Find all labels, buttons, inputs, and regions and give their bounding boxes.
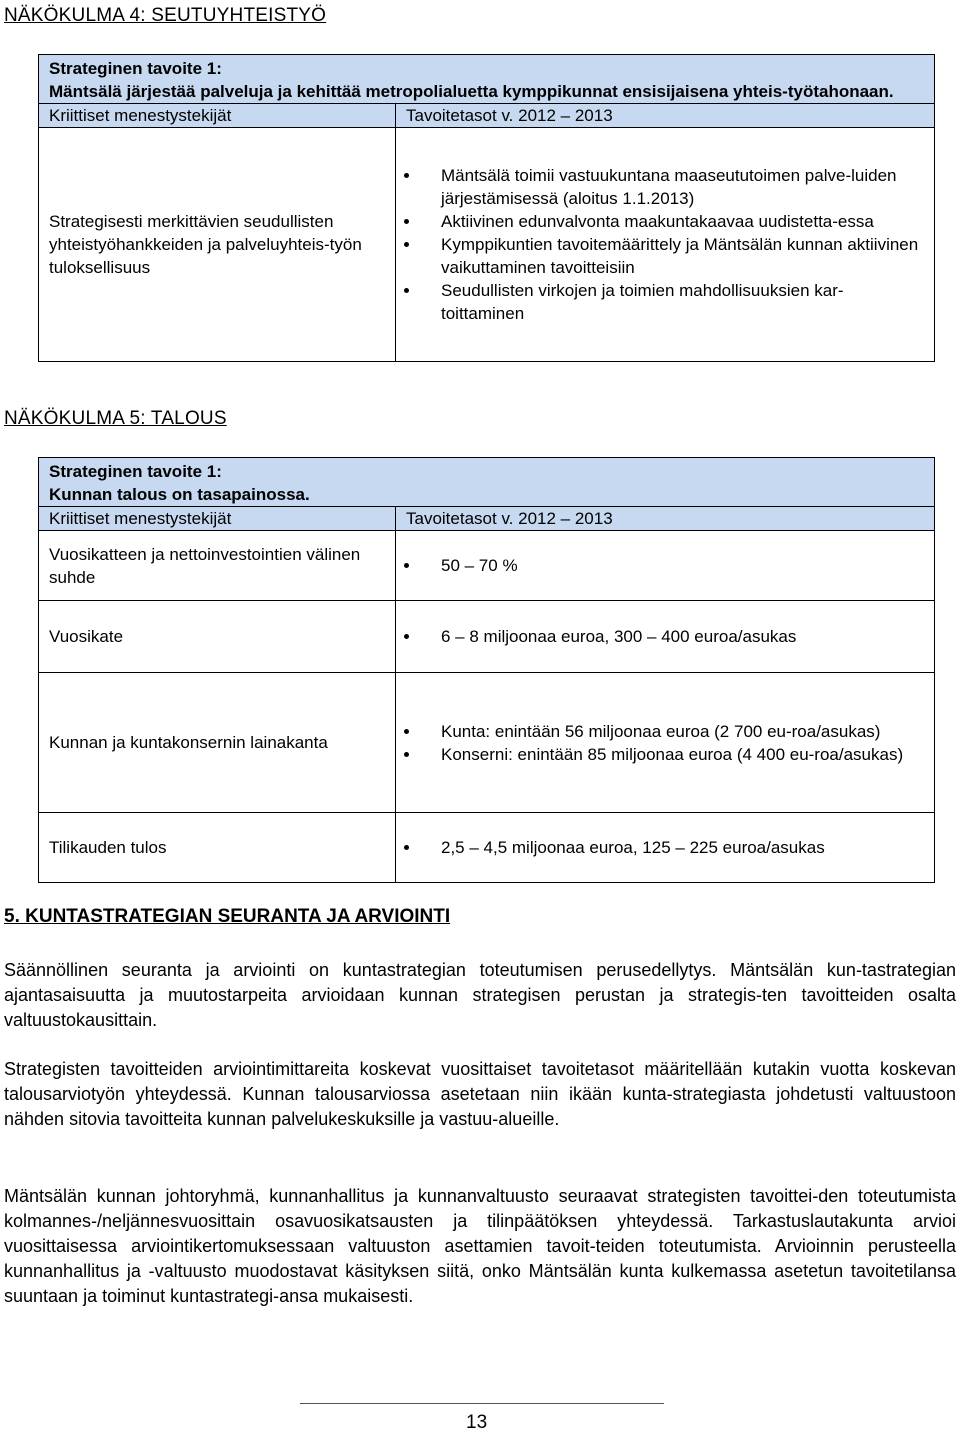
paragraph: Mäntsälän kunnan johtoryhmä, kunnanhallitus ja kunnanvaltuusto seuraavat strategisten tavoittei-den toteutumista kolmannes-/neljännesvuosittain osavuosikatsausten ja tilinpäätöksen yhteydessä. Tarkastuslautakunta arvioi vuosittaisessa arviointikertomuksessaan valtuuston asettamien tavoit-teiden toteutumista. Arvioinnin perusteella kunnanhallitus ja -valtuusto muodostavat käsityksen siitä, onko Mäntsälän kunta kulkemassa asetetun tavoitetilansa suuntaan ja toiminut kuntastrategi-ansa mukaisesti. xyxy=(4,1186,956,1306)
list-item: Mäntsälä toimii vastuukuntana maaseututoimen palve-luiden järjestämisessä (aloitus 1.1.2013) xyxy=(441,164,924,210)
list-item: Aktiivinen edunvalvonta maakuntakaavaa uudistetta-essa xyxy=(441,210,924,233)
factor-cell: Strategisesti merkittävien seudullisten yhteistyöhankkeiden ja palveluyhteis-työn tuloksellisuus xyxy=(39,128,396,362)
factor-cell: Vuosikatteen ja nettoinvestointien välinen suhde xyxy=(39,531,396,601)
section-5-heading: NÄKÖKULMA 5: TALOUS xyxy=(4,408,227,429)
factor-cell: Tilikauden tulos xyxy=(39,813,396,883)
list-item: 50 – 70 % xyxy=(441,554,924,577)
goal-title: Strateginen tavoite 1: xyxy=(49,59,222,78)
column-header-factors: Kriittiset menestystekijät xyxy=(39,507,396,531)
chapter-title: 5. KUNTASTRATEGIAN SEURANTA JA ARVIOINTI xyxy=(4,906,451,927)
column-header-targets: Tavoitetasot v. 2012 – 2013 xyxy=(396,507,935,531)
targets-cell xyxy=(396,128,935,362)
list-item: Seudullisten virkojen ja toimien mahdollisuuksien kar-toittaminen xyxy=(441,279,924,325)
targets-cell xyxy=(396,673,935,813)
table-row xyxy=(39,813,935,883)
page-number: 13 xyxy=(466,1412,488,1433)
table-row xyxy=(39,673,935,813)
paragraph: Strategisten tavoitteiden arviointimittareita koskevat vuosittaiset tavoitetasot määritellään kutakin vuotta koskevan talousarviotyön yhteydessä. Kunnan talousarviossa asetetaan niin ikään kunta-strategiasta johdetusti valtuustoon nähden sitovia tavoitteita kunnan palvelukeskuksille ja vastuu-alueille. xyxy=(4,1059,956,1129)
target-list xyxy=(396,720,924,766)
table-row xyxy=(39,601,935,673)
section-4-table xyxy=(38,54,935,362)
factor-cell: Vuosikate xyxy=(39,601,396,673)
paragraph: Säännöllinen seuranta ja arviointi on kuntastrategian toteutumisen perusedellytys. Mäntsälän kun-tastrategian ajantasaisuutta ja muutostarpeita arvioidaan kunnan strategisen perustan ja strategis-ten tavoitteiden osalta valtuustokausittain. xyxy=(4,960,956,1030)
list-item: Konserni: enintään 85 miljoonaa euroa (4 400 eu-roa/asukas) xyxy=(441,743,924,766)
goal-title: Strateginen tavoite 1: xyxy=(49,462,222,481)
table-row xyxy=(39,128,935,362)
target-list xyxy=(396,554,924,577)
list-item: Kunta: enintään 56 miljoonaa euroa (2 700 eu-roa/asukas) xyxy=(441,720,924,743)
column-header-targets: Tavoitetasot v. 2012 – 2013 xyxy=(396,104,935,128)
targets-cell xyxy=(396,813,935,883)
target-list xyxy=(396,836,924,859)
targets-cell xyxy=(396,531,935,601)
goal-cell xyxy=(39,55,935,104)
column-header-factors: Kriittiset menestystekijät xyxy=(39,104,396,128)
targets-cell xyxy=(396,601,935,673)
section-5-table xyxy=(38,457,935,883)
goal-text: Kunnan talous on tasapainossa. xyxy=(49,485,310,504)
list-item: 6 – 8 miljoonaa euroa, 300 – 400 euroa/asukas xyxy=(441,625,924,648)
factor-cell: Kunnan ja kuntakonsernin lainakanta xyxy=(39,673,396,813)
target-list xyxy=(396,164,924,325)
goal-text: Mäntsälä järjestää palveluja ja kehittää metropolialuetta kymppikunnat ensisijaisena yhteis-työtahonaan. xyxy=(49,82,894,101)
section-4-heading: NÄKÖKULMA 4: SEUTUYHTEISTYÖ xyxy=(4,5,327,26)
target-list xyxy=(396,625,924,648)
list-item: 2,5 – 4,5 miljoonaa euroa, 125 – 225 euroa/asukas xyxy=(441,836,924,859)
table-row xyxy=(39,531,935,601)
goal-cell xyxy=(39,458,935,507)
footer-rule xyxy=(300,1403,664,1404)
list-item: Kymppikuntien tavoitemäärittely ja Mäntsälän kunnan aktiivinen vaikuttaminen tavoitteisiin xyxy=(441,233,924,279)
